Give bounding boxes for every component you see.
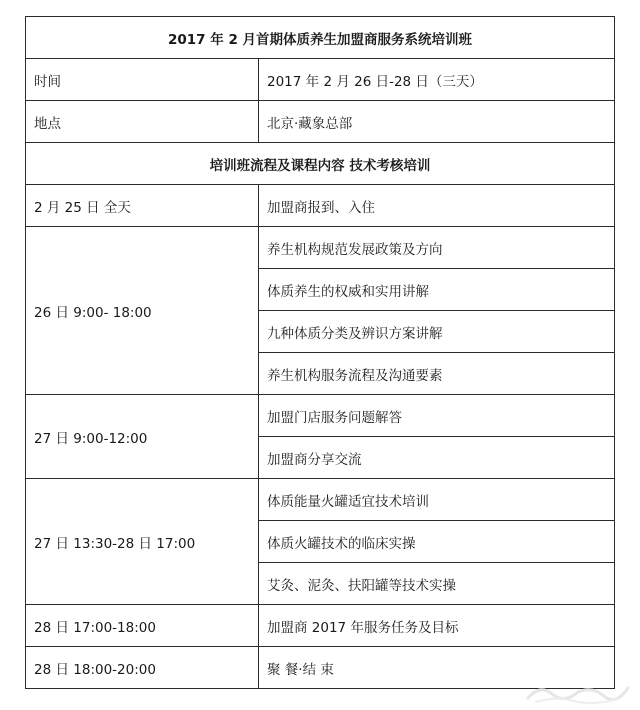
schedule-item: 加盟门店服务问题解答 bbox=[259, 395, 615, 437]
schedule-time: 26 日 9:00- 18:00 bbox=[26, 227, 259, 395]
schedule-time: 2 月 25 日 全天 bbox=[26, 185, 259, 227]
schedule-item: 养生机构服务流程及沟通要素 bbox=[259, 353, 615, 395]
schedule-row bbox=[26, 185, 615, 227]
schedule-item: 体质能量火罐适宜技术培训 bbox=[259, 479, 615, 521]
info-label: 地点 bbox=[26, 101, 259, 143]
schedule-time: 28 日 17:00-18:00 bbox=[26, 605, 259, 647]
table-title: 2017 年 2 月首期体质养生加盟商服务系统培训班 bbox=[26, 17, 615, 59]
schedule-row bbox=[26, 227, 615, 269]
section-title: 培训班流程及课程内容 技术考核培训 bbox=[26, 143, 615, 185]
schedule-row bbox=[26, 605, 615, 647]
schedule-time: 27 日 13:30-28 日 17:00 bbox=[26, 479, 259, 605]
schedule-time: 28 日 18:00-20:00 bbox=[26, 647, 259, 689]
training-schedule-table bbox=[25, 16, 615, 689]
schedule-item: 艾灸、泥灸、扶阳罐等技术实操 bbox=[259, 563, 615, 605]
info-row-location bbox=[26, 101, 615, 143]
schedule-item: 体质火罐技术的临床实操 bbox=[259, 521, 615, 563]
schedule-item: 九种体质分类及辨识方案讲解 bbox=[259, 311, 615, 353]
schedule-item: 加盟商分享交流 bbox=[259, 437, 615, 479]
info-row-time bbox=[26, 59, 615, 101]
schedule-item: 体质养生的权威和实用讲解 bbox=[259, 269, 615, 311]
info-label: 时间 bbox=[26, 59, 259, 101]
schedule-item: 养生机构规范发展政策及方向 bbox=[259, 227, 615, 269]
schedule-row bbox=[26, 395, 615, 437]
schedule-item: 聚 餐·结 束 bbox=[259, 647, 615, 689]
schedule-item: 加盟商 2017 年服务任务及目标 bbox=[259, 605, 615, 647]
section-row bbox=[26, 143, 615, 185]
title-row bbox=[26, 17, 615, 59]
info-value: 北京·藏象总部 bbox=[259, 101, 615, 143]
info-value: 2017 年 2 月 26 日-28 日（三天） bbox=[259, 59, 615, 101]
schedule-time: 27 日 9:00-12:00 bbox=[26, 395, 259, 479]
watermark-icon bbox=[522, 676, 632, 706]
schedule-row bbox=[26, 479, 615, 521]
schedule-item: 加盟商报到、入住 bbox=[259, 185, 615, 227]
